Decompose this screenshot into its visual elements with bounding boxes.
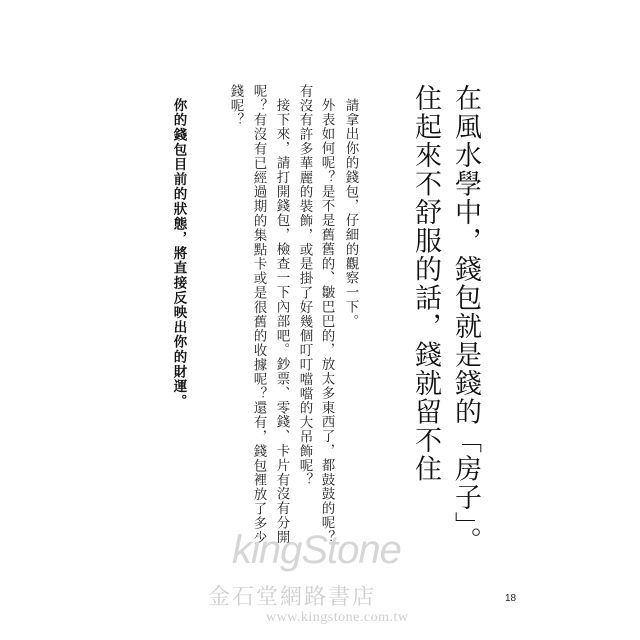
- page-number: 18: [505, 593, 517, 604]
- bold-caption: 你的錢包目前的狀態，將直接反映出你的財運。: [170, 98, 187, 409]
- body-paragraph-line: 錢呢？: [227, 84, 244, 128]
- body-paragraph-line: 有沒有許多華麗的裝飾，或是掛了好幾個叮叮噹噹的大吊飾呢？: [296, 84, 313, 488]
- body-paragraph-line: 外表如何呢？是不是舊舊的、皺巴巴的，放太多東西了，都鼓鼓的呢？: [318, 98, 335, 545]
- body-paragraph-line: 請拿出你的錢包，仔細的觀察一下。: [342, 98, 359, 329]
- body-paragraph-line: 接下來，請打開錢包，檢查一下內部吧。鈔票、零錢、卡片有沒有分開: [273, 98, 290, 545]
- headline-line-2: 住起來不舒服的話，錢就留不住: [410, 84, 441, 483]
- watermark-logo: kingStone: [232, 528, 401, 572]
- headline-line-1: 在風水學中，錢包就是錢的「房子」。: [450, 84, 481, 555]
- watermark-url: www.kingstone.com.tw: [266, 610, 409, 625]
- body-paragraph-line: 呢？有沒有已經過期的集點卡或是很舊的收據呢？還有，錢包裡放了多少: [250, 84, 267, 545]
- watermark-store-name: 金石堂網路書店: [208, 585, 377, 610]
